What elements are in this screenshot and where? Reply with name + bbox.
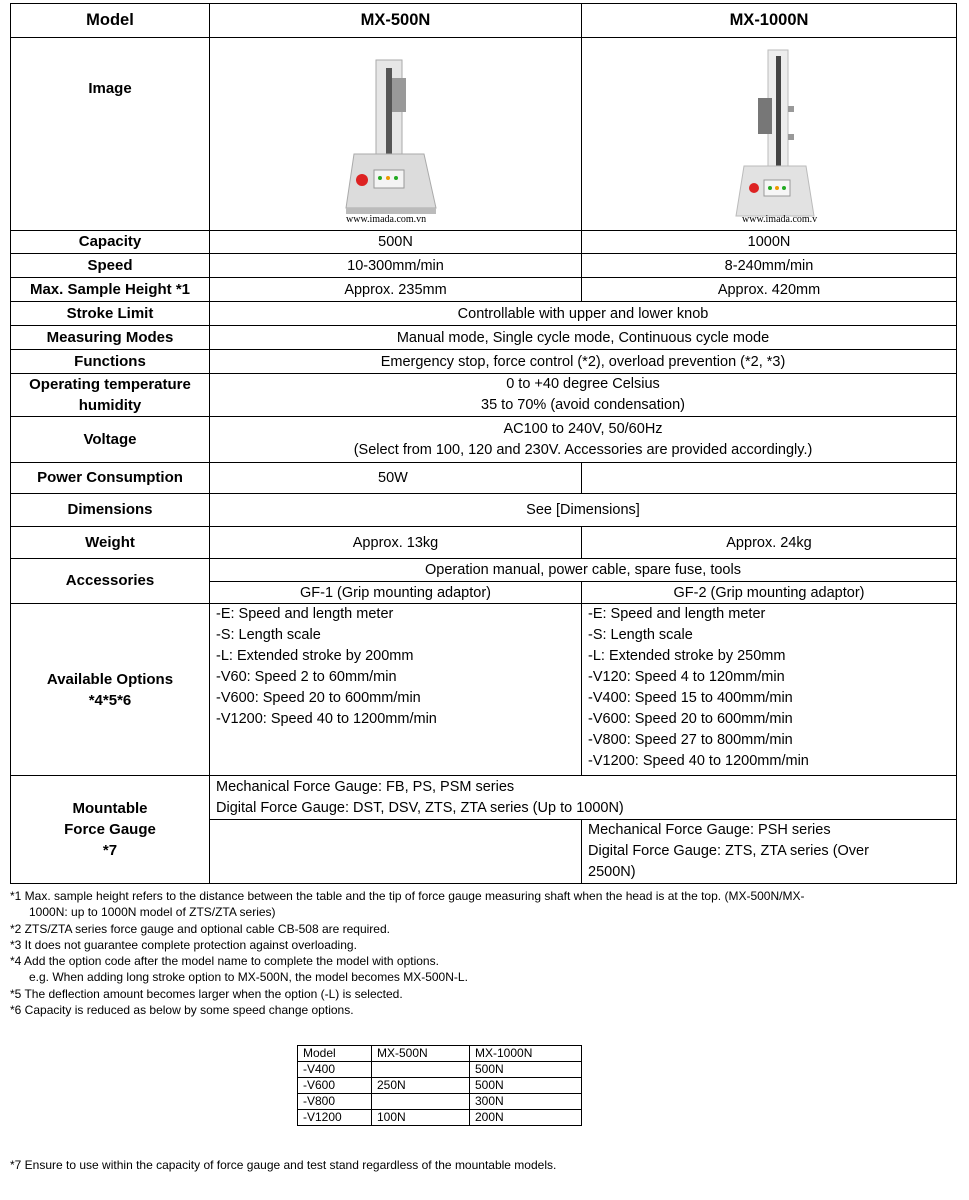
power-mx1000 xyxy=(582,463,957,494)
gauge-common-1: Mechanical Force Gauge: FB, PS, PSM series xyxy=(216,778,515,795)
optemp-label xyxy=(11,374,210,417)
options-mx1000 xyxy=(582,604,957,776)
dimensions-label: Dimensions xyxy=(11,494,210,527)
cap-header-mx1000: MX-1000N xyxy=(470,1046,582,1062)
gauge-row-common xyxy=(11,776,957,820)
speed-mx500: 10-300mm/min xyxy=(210,254,582,278)
speed-mx1000: 8-240mm/min xyxy=(582,254,957,278)
gauge-common-2: Digital Force Gauge: DST, DSV, ZTS, ZTA series (Up to 1000N) xyxy=(216,799,624,816)
table-row xyxy=(298,1094,582,1110)
option-item: -V1200: Speed 40 to 1200mm/min xyxy=(588,753,809,769)
options-row xyxy=(11,604,957,776)
gauge-mx500 xyxy=(210,820,582,884)
accessories-label: Accessories xyxy=(11,559,210,604)
weight-mx500: Approx. 13kg xyxy=(210,527,582,559)
power-row xyxy=(11,463,957,494)
functions-label: Functions xyxy=(11,350,210,374)
option-item: -V600: Speed 20 to 600mm/min xyxy=(216,690,421,706)
gauge-mx1000-1: Mechanical Force Gauge: PSH series xyxy=(588,822,831,838)
option-item: -V600: Speed 20 to 600mm/min xyxy=(588,711,793,727)
option-item: -V120: Speed 4 to 120mm/min xyxy=(588,669,785,685)
height-mx500: Approx. 235mm xyxy=(210,278,582,302)
voltage-value xyxy=(210,417,957,463)
cap-cell: 200N xyxy=(470,1110,582,1126)
cap-cell: 100N xyxy=(372,1110,470,1126)
image-row xyxy=(11,38,957,231)
accessories-row-common xyxy=(11,559,957,582)
option-item: -E: Speed and length meter xyxy=(588,606,766,622)
footnote-2: *2 ZTS/ZTA series force gauge and optional cable CB-508 are required. xyxy=(10,921,390,936)
stroke-label: Stroke Limit xyxy=(11,302,210,326)
cap-cell: -V800 xyxy=(298,1094,372,1110)
gauge-mx1000-3: 2500N) xyxy=(588,864,636,880)
capacity-label: Capacity xyxy=(11,231,210,254)
power-mx500: 50W xyxy=(210,463,582,494)
options-mx500 xyxy=(210,604,582,776)
option-item: -V400: Speed 15 to 400mm/min xyxy=(588,690,793,706)
weight-row xyxy=(11,527,957,559)
watermark-mx500: www.imada.com.vn xyxy=(346,214,427,225)
table-row xyxy=(298,1062,582,1078)
optemp-label-1: Operating temperature xyxy=(29,376,191,393)
cap-cell: -V600 xyxy=(298,1078,372,1094)
accessories-mx1000: GF-2 (Grip mounting adaptor) xyxy=(582,582,957,604)
footnote-5: *5 The deflection amount becomes larger when the option (-L) is selected. xyxy=(10,986,403,1001)
cap-header-model: Model xyxy=(298,1046,372,1062)
footnote-4-example: e.g. When adding long stroke option to MX-500N, the model becomes MX-500N-L. xyxy=(29,970,468,985)
mx500-stand-image xyxy=(340,58,450,218)
table-row xyxy=(298,1110,582,1126)
options-label-2: *4*5*6 xyxy=(88,691,132,709)
voltage-value-1: AC100 to 240V, 50/60Hz xyxy=(503,420,663,437)
cap-cell: 300N xyxy=(470,1094,582,1110)
option-item: -V60: Speed 2 to 60mm/min xyxy=(216,669,397,685)
voltage-value-2: (Select from 100, 120 and 230V. Accessories are provided accordingly.) xyxy=(353,441,813,458)
footnote-1-cont: 1000N: up to 1000N model of ZTS/ZTA series) xyxy=(29,905,276,920)
image-mx1000 xyxy=(582,38,957,231)
accessories-common: Operation manual, power cable, spare fuse, tools xyxy=(210,559,957,582)
modes-row xyxy=(11,326,957,350)
option-item: -V800: Speed 27 to 800mm/min xyxy=(588,732,793,748)
cap-cell: 250N xyxy=(372,1078,470,1094)
header-mx500: MX-500N xyxy=(210,4,582,38)
cap-header-row xyxy=(298,1046,582,1062)
cap-cell xyxy=(372,1062,470,1078)
image-mx500 xyxy=(210,38,582,231)
cap-cell xyxy=(372,1094,470,1110)
cap-cell: -V1200 xyxy=(298,1110,372,1126)
options-label-1: Available Options xyxy=(46,670,174,688)
gauge-common xyxy=(210,776,957,820)
accessories-mx500: GF-1 (Grip mounting adaptor) xyxy=(210,582,582,604)
functions-value: Emergency stop, force control (*2), overload prevention (*2, *3) xyxy=(210,350,957,374)
gauge-label-1: Mountable xyxy=(72,800,148,817)
options-label xyxy=(11,604,210,776)
optemp-value-1: 0 to +40 degree Celsius xyxy=(506,376,660,392)
capacity-reduction-table xyxy=(297,1045,582,1126)
speed-row xyxy=(11,254,957,278)
footnotes xyxy=(10,888,960,1018)
footnote-1: *1 Max. sample height refers to the distance between the table and the tip of force gauge measuring shaft when the head is at the top. (MX-500N/MX- xyxy=(10,889,805,903)
modes-label: Measuring Modes xyxy=(11,326,210,350)
gauge-mx1000-2: Digital Force Gauge: ZTS, ZTA series (Over xyxy=(588,843,869,859)
header-mx1000: MX-1000N xyxy=(582,4,957,38)
spec-table xyxy=(10,3,957,884)
stroke-row xyxy=(11,302,957,326)
functions-row xyxy=(11,350,957,374)
footnote-6: *6 Capacity is reduced as below by some speed change options. xyxy=(10,1003,354,1018)
dimensions-value: See [Dimensions] xyxy=(210,494,957,527)
height-mx1000: Approx. 420mm xyxy=(582,278,957,302)
optemp-row xyxy=(11,374,957,417)
watermark-mx1000: www.imada.com.v xyxy=(742,214,818,225)
optemp-value xyxy=(210,374,957,417)
weight-mx1000: Approx. 24kg xyxy=(582,527,957,559)
optemp-value-2: 35 to 70% (avoid condensation) xyxy=(481,397,685,413)
option-item: -L: Extended stroke by 200mm xyxy=(216,648,414,664)
option-item: -S: Length scale xyxy=(588,627,693,643)
voltage-label: Voltage xyxy=(11,417,210,463)
footnote-7: *7 Ensure to use within the capacity of force gauge and test stand regardless of the mountable models. xyxy=(10,1158,557,1172)
capacity-row xyxy=(11,231,957,254)
cap-cell: -V400 xyxy=(298,1062,372,1078)
header-model: Model xyxy=(11,4,210,38)
stroke-value: Controllable with upper and lower knob xyxy=(210,302,957,326)
image-label: Image xyxy=(11,38,210,231)
cap-cell: 500N xyxy=(470,1062,582,1078)
footnote-3: *3 It does not guarantee complete protection against overloading. xyxy=(10,937,357,952)
mx1000-stand-image xyxy=(732,48,822,223)
header-row xyxy=(11,4,957,38)
optemp-label-2: humidity xyxy=(78,397,142,414)
option-item: -V1200: Speed 40 to 1200mm/min xyxy=(216,711,437,727)
capacity-mx1000: 1000N xyxy=(582,231,957,254)
option-item: -E: Speed and length meter xyxy=(216,606,394,622)
option-item: -L: Extended stroke by 250mm xyxy=(588,648,786,664)
power-label: Power Consumption xyxy=(11,463,210,494)
cap-cell: 500N xyxy=(470,1078,582,1094)
capacity-mx500: 500N xyxy=(210,231,582,254)
option-item: -S: Length scale xyxy=(216,627,321,643)
height-label: Max. Sample Height *1 xyxy=(11,278,210,302)
gauge-mx1000 xyxy=(582,820,957,884)
gauge-label-2: Force Gauge xyxy=(64,821,156,838)
speed-label: Speed xyxy=(11,254,210,278)
table-row xyxy=(298,1078,582,1094)
dimensions-row xyxy=(11,494,957,527)
modes-value: Manual mode, Single cycle mode, Continuous cycle mode xyxy=(210,326,957,350)
gauge-label xyxy=(11,776,210,884)
gauge-label-3: *7 xyxy=(102,842,118,859)
weight-label: Weight xyxy=(11,527,210,559)
height-row xyxy=(11,278,957,302)
footnote-4: *4 Add the option code after the model name to complete the model with options. xyxy=(10,954,439,969)
voltage-row xyxy=(11,417,957,463)
cap-header-mx500: MX-500N xyxy=(372,1046,470,1062)
